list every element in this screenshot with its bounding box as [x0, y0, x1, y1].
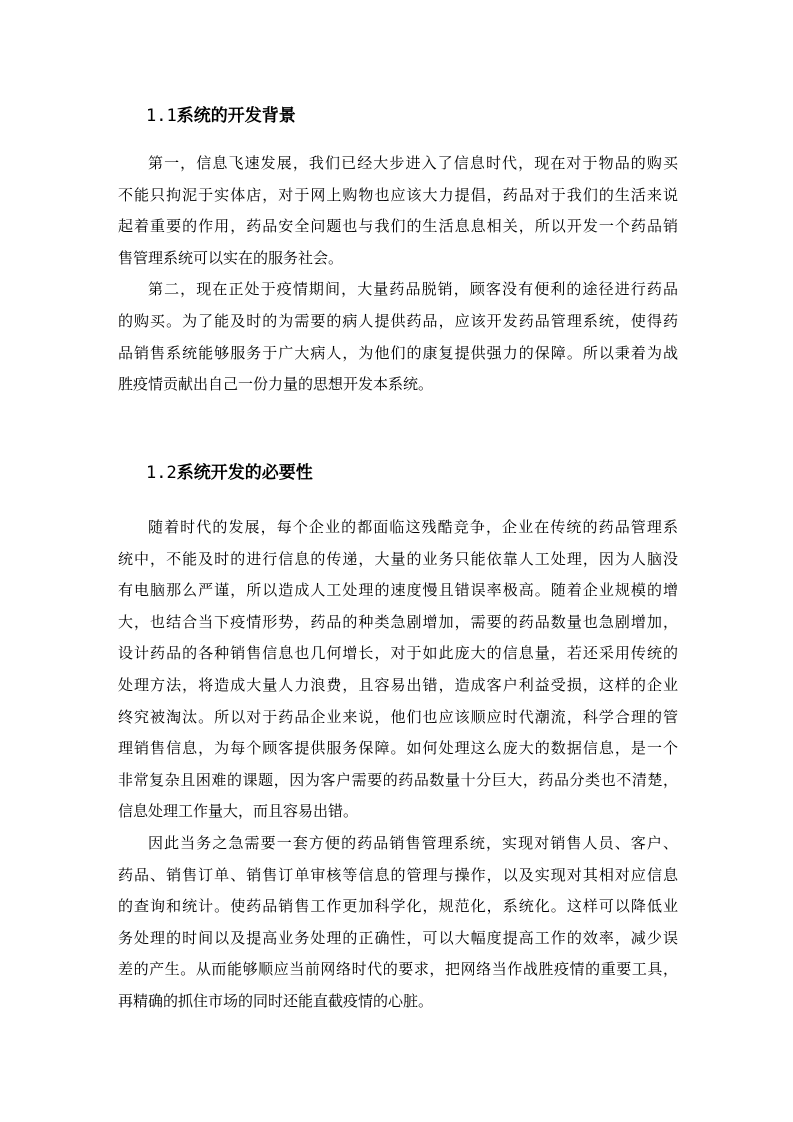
text-line: 品销售系统能够服务于广大病人，为他们的康复提供强力的保障。所以秉着为战: [118, 343, 678, 362]
text-line: 大，也结合当下疫情形势，药品的种类急剧增加，需要的药品数量也急剧增加，: [118, 612, 678, 631]
text-line: 的购买。为了能及时的为需要的病人提供药品，应该开发药品管理系统，使得药: [118, 311, 678, 330]
text-line: 信息处理工作量大，而且容易出错。: [118, 802, 359, 821]
text-line: 第一，信息飞速发展，我们已经大步进入了信息时代，现在对于物品的购买: [148, 154, 678, 172]
section-number: 1.1: [146, 106, 177, 126]
section-body-1-1: [118, 148, 678, 401]
text-line: 设计药品的各种销售信息也几何增长，对于如此庞大的信息量，若还采用传统的: [118, 644, 678, 663]
text-line: 有电脑那么严谨，所以造成人工处理的速度慢且错误率极高。随着企业规模的增: [118, 581, 678, 600]
paragraph: [118, 148, 678, 274]
section-body-1-2: [118, 512, 678, 1018]
section-title: 系统开发的必要性: [176, 463, 313, 483]
section-heading-1-2: [146, 461, 313, 485]
paragraph: [118, 274, 678, 400]
text-line: 再精确的抓住市场的同时还能直截疫情的心脏。: [118, 991, 434, 1010]
text-line: 统中，不能及时的进行信息的传递，大量的业务只能依靠人工处理，因为人脑没: [118, 549, 678, 568]
section-heading-1-1: [146, 104, 296, 128]
text-line: 胜疫情贡献出自己一份力量的思想开发本系统。: [118, 375, 434, 394]
text-line: 起着重要的作用，药品安全问题也与我们的生活息息相关，所以开发一个药品销: [118, 217, 678, 236]
text-line: 非常复杂且困难的课题，因为客户需要的药品数量十分巨大，药品分类也不清楚，: [118, 770, 678, 789]
section-number: 1.2: [146, 463, 177, 483]
text-line: 随着时代的发展，每个企业的都面临这残酷竞争，企业在传统的药品管理系: [148, 518, 678, 536]
paragraph: [118, 828, 678, 1018]
section-title: 系统的开发背景: [176, 106, 296, 126]
text-line: 务处理的时间以及提高业务处理的正确性，可以大幅度提高工作的效率，减少误: [118, 928, 678, 947]
text-line: 售管理系统可以实在的服务社会。: [118, 248, 344, 267]
text-line: 药品、销售订单、销售订单审核等信息的管理与操作，以及实现对其相对应信息: [118, 865, 678, 884]
text-line: 差的产生。从而能够顺应当前网络时代的要求，把网络当作战胜疫情的重要工具，: [118, 960, 678, 979]
text-line: 终究被淘汰。所以对于药品企业来说，他们也应该顺应时代潮流，科学合理的管: [118, 707, 678, 726]
text-line: 处理方法，将造成大量人力浪费，且容易出错，造成客户利益受损，这样的企业: [118, 675, 678, 694]
paragraph: [118, 512, 678, 828]
text-line: 的查询和统计。使药品销售工作更加科学化，规范化，系统化。这样可以降低业: [118, 897, 678, 916]
text-line: 理销售信息，为每个顾客提供服务保障。如何处理这么庞大的数据信息，是一个: [118, 739, 678, 758]
text-line: 因此当务之急需要一套方便的药品销售管理系统，实现对销售人员、客户、: [148, 833, 678, 852]
text-line: 不能只拘泥于实体店，对于网上购物也应该大力提倡，药品对于我们的生活来说: [118, 185, 678, 204]
text-line: 第二，现在正处于疫情期间，大量药品脱销，顾客没有便利的途径进行药品: [148, 280, 678, 299]
